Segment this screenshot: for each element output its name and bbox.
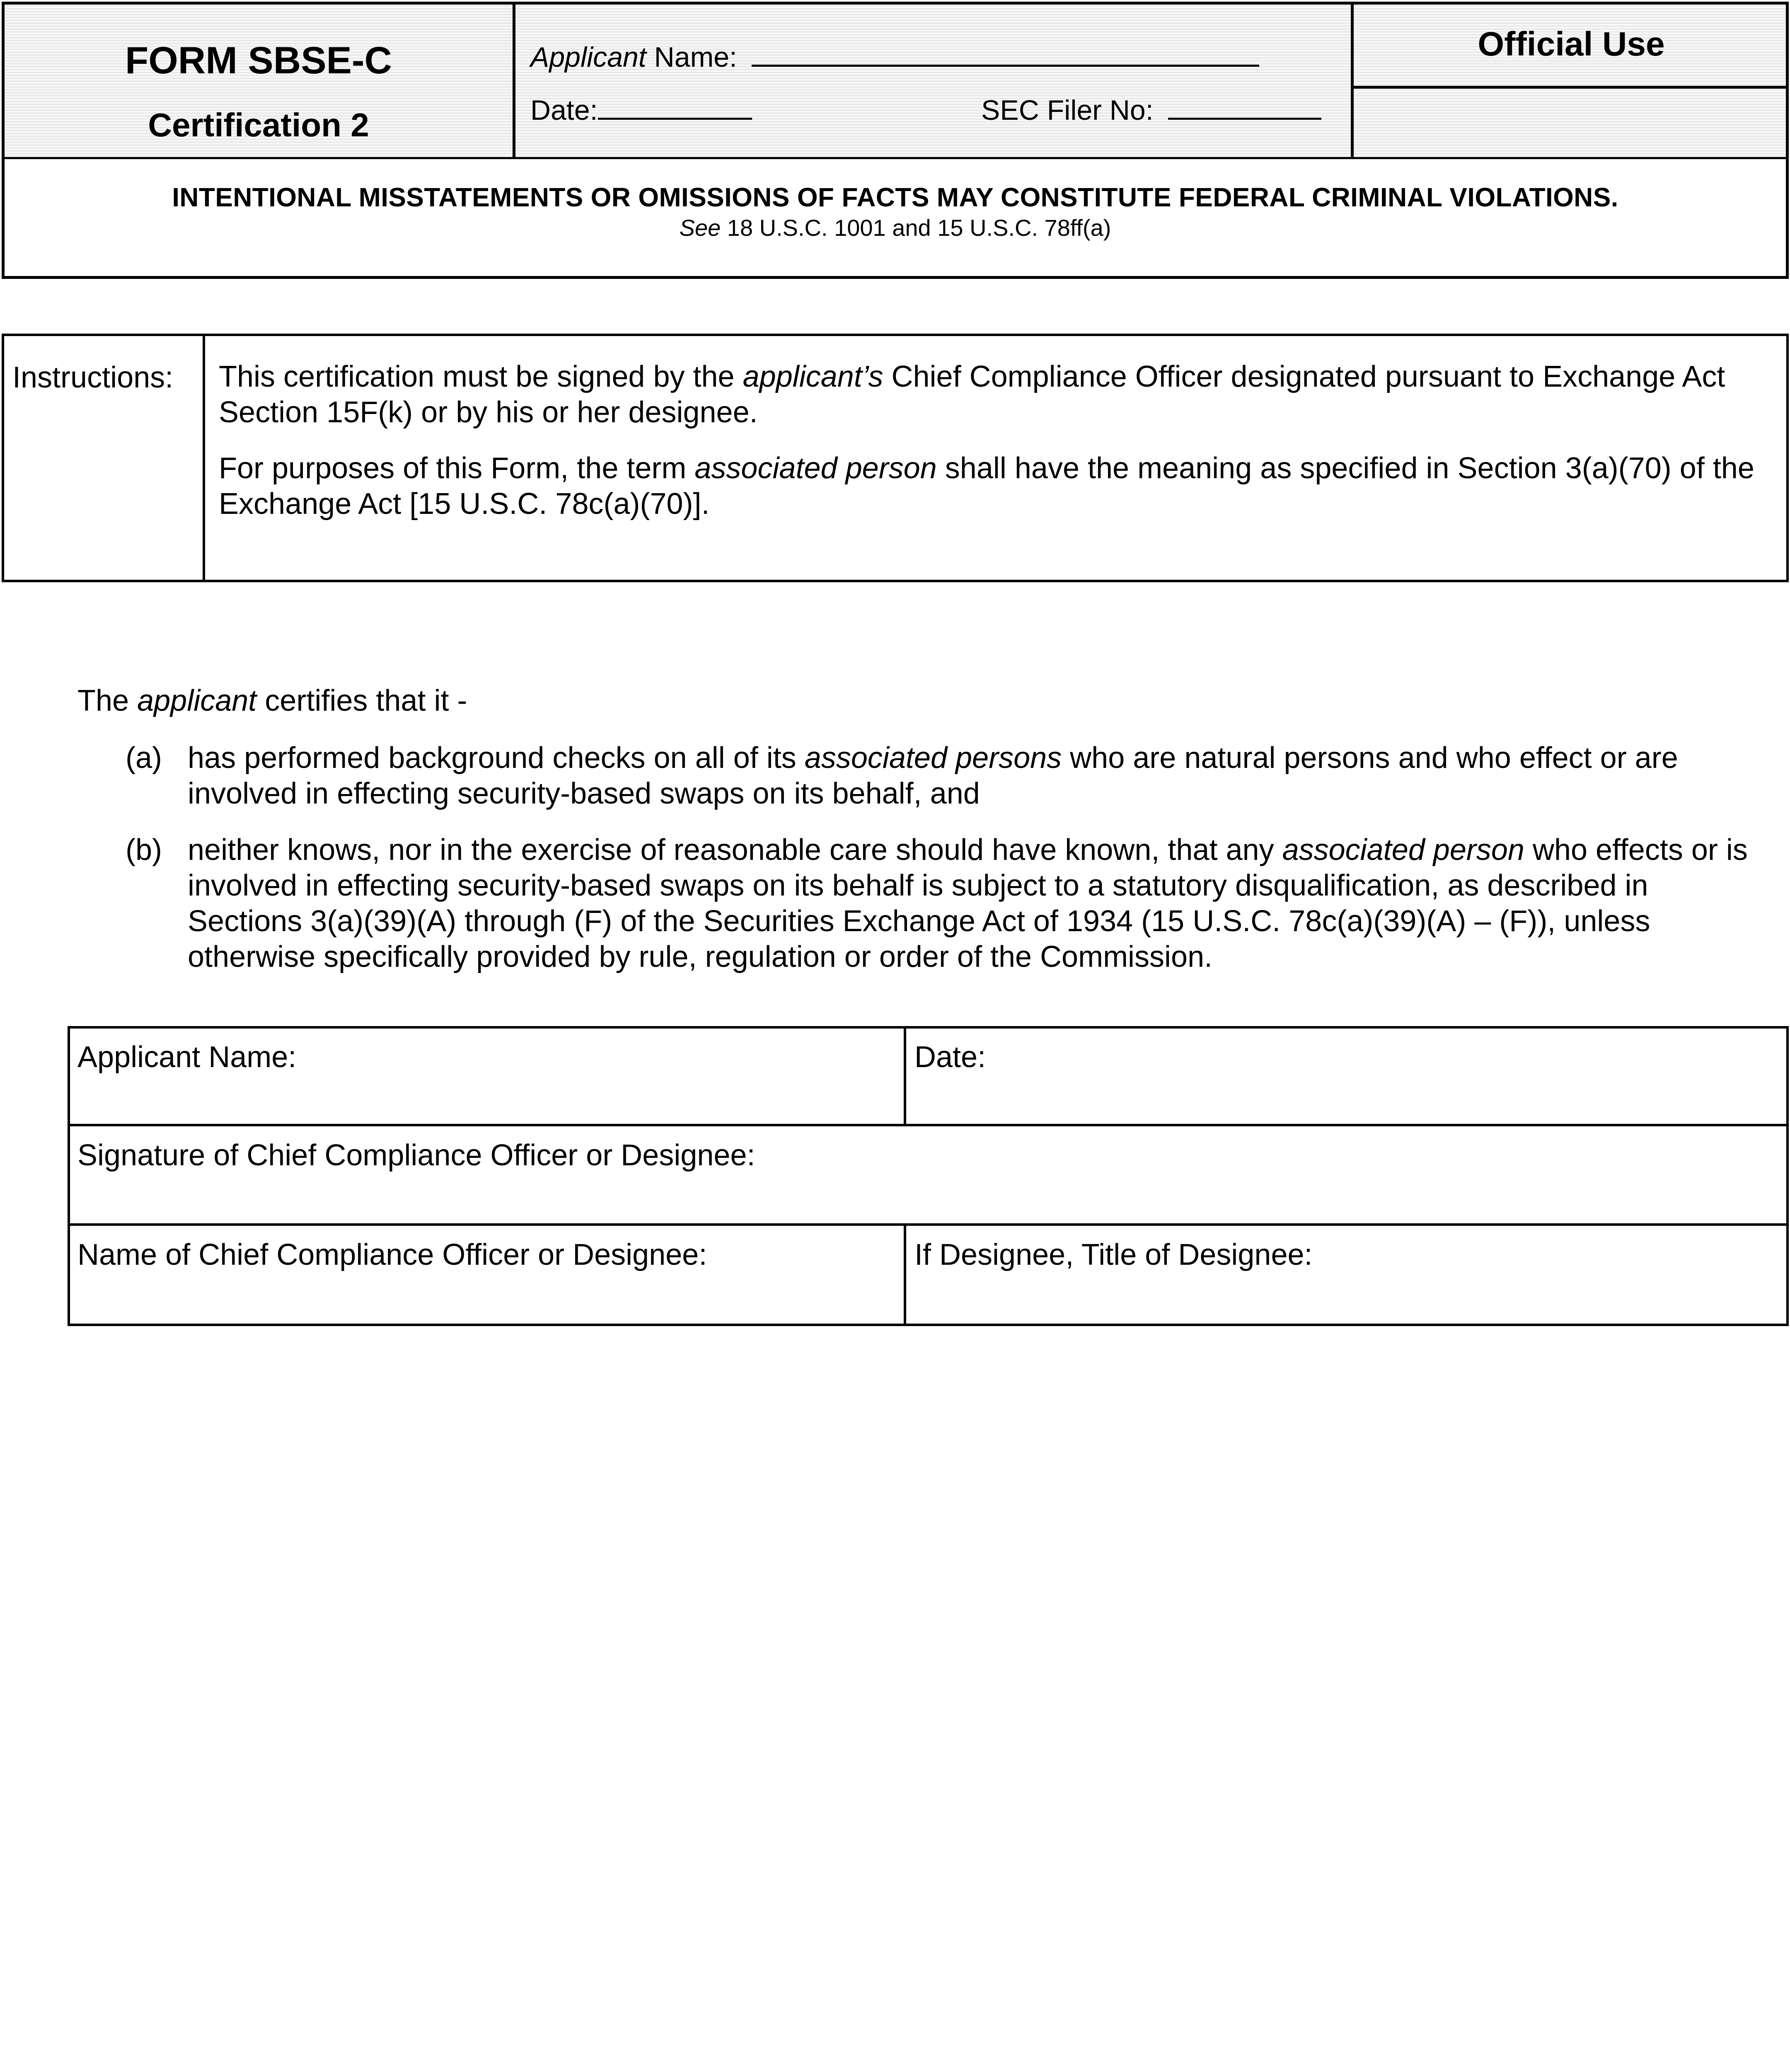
date-label: Date:: [914, 1041, 986, 1074]
header-sec-filer-label: SEC Filer No:: [981, 94, 1154, 126]
header-applicant-label-rest: Name:: [646, 41, 737, 73]
certification-item-a-italic: associated persons: [804, 741, 1062, 775]
date-cell[interactable]: [906, 1029, 1786, 1124]
designee-title-label: If Designee, Title of Designee:: [914, 1238, 1313, 1271]
instructions-p2-italic: associated person: [694, 452, 937, 485]
instructions-p2-text-a: For purposes of this Form, the term: [219, 452, 695, 485]
header-date-field: [530, 94, 752, 124]
instructions-label: Instructions:: [12, 361, 174, 394]
header-divider-left: [513, 2, 515, 160]
certification-item-a-text-b: who are natural persons and who effect or are involved in effecting security-based swaps on its behalf, and: [188, 741, 1678, 810]
certification-item-a-text-a: has performed background checks on all of its: [188, 741, 805, 775]
certification-title: Certification 2: [148, 107, 369, 143]
certification-intro-text-b: certifies that it -: [256, 684, 467, 717]
certification-item-b-text: [188, 832, 1758, 975]
header-sec-filer-field: [981, 94, 1321, 124]
warning-see-italic: See: [679, 215, 721, 241]
warning-main-text: INTENTIONAL MISSTATEMENTS OR OMISSIONS OF FACTS MAY CONSTITUTE FEDERAL CRIMINAL VIOLATIONS.: [172, 182, 1618, 212]
certification-item-b-italic: associated person: [1282, 833, 1524, 867]
instructions-divider: [203, 334, 205, 582]
warning-citation-text: 18 U.S.C. 1001 and 15 U.S.C. 78ff(a): [721, 215, 1111, 241]
certification-item-b-text-a: neither knows, nor in the exercise of reasonable care should have known, that any: [188, 833, 1282, 867]
certification-intro-text-a: The: [77, 684, 138, 717]
header-applicant-name-field: [530, 41, 1259, 71]
header-date-input[interactable]: [598, 94, 752, 120]
warning-citation: [5, 216, 1786, 240]
instructions-p2-text-b: shall have the meaning as specified in Section 3(a)(70) of the Exchange Act [15 U.S.C. 78c(a)(70)].: [219, 452, 1754, 520]
header-divider-right: [1351, 2, 1354, 160]
signature-label: Signature of Chief Compliance Officer or Designee:: [77, 1139, 755, 1172]
certification-item-a-text: [188, 740, 1758, 811]
header-date-label: Date:: [530, 94, 598, 126]
certification-intro-italic: applicant: [137, 684, 257, 717]
form-title: FORM SBSE-C: [125, 39, 392, 82]
official-use-divider: [1351, 86, 1789, 89]
certification-item-b-marker: (b): [126, 833, 162, 867]
instructions-p1-text-a: This certification must be signed by the: [219, 360, 743, 393]
certification-intro: [77, 683, 467, 719]
instructions-p1-italic: applicant’s: [743, 360, 883, 393]
cco-name-label: Name of Chief Compliance Officer or Designee:: [77, 1238, 707, 1271]
official-use-label: Official Use: [1478, 25, 1665, 63]
certification-item-b-text-b: who effects or is involved in effecting security-based swaps on its behalf is subject to a statutory disqualification, as described in Sections 3(a)(39)(A) through (F) of the Securities Exchange Act of 1934 (15 U.S.C. 78c(a)(39)(A) – (F)), unless otherwise specifically provided by rule, regulation or order of the Commission.: [188, 833, 1748, 973]
instructions-paragraph-2: [219, 450, 1771, 522]
header-sec-filer-input[interactable]: [1168, 94, 1321, 120]
certification-item-a-marker: (a): [126, 741, 162, 775]
header-applicant-name-input[interactable]: [752, 41, 1259, 67]
instructions-p1-text-b: Chief Compliance Officer designated pursuant to Exchange Act Section 15F(k) or by his or her designee.: [219, 360, 1725, 429]
instructions-paragraph-1: [219, 359, 1771, 430]
header-applicant-label-italic: Applicant: [530, 41, 646, 73]
applicant-name-label: Applicant Name:: [77, 1041, 297, 1074]
